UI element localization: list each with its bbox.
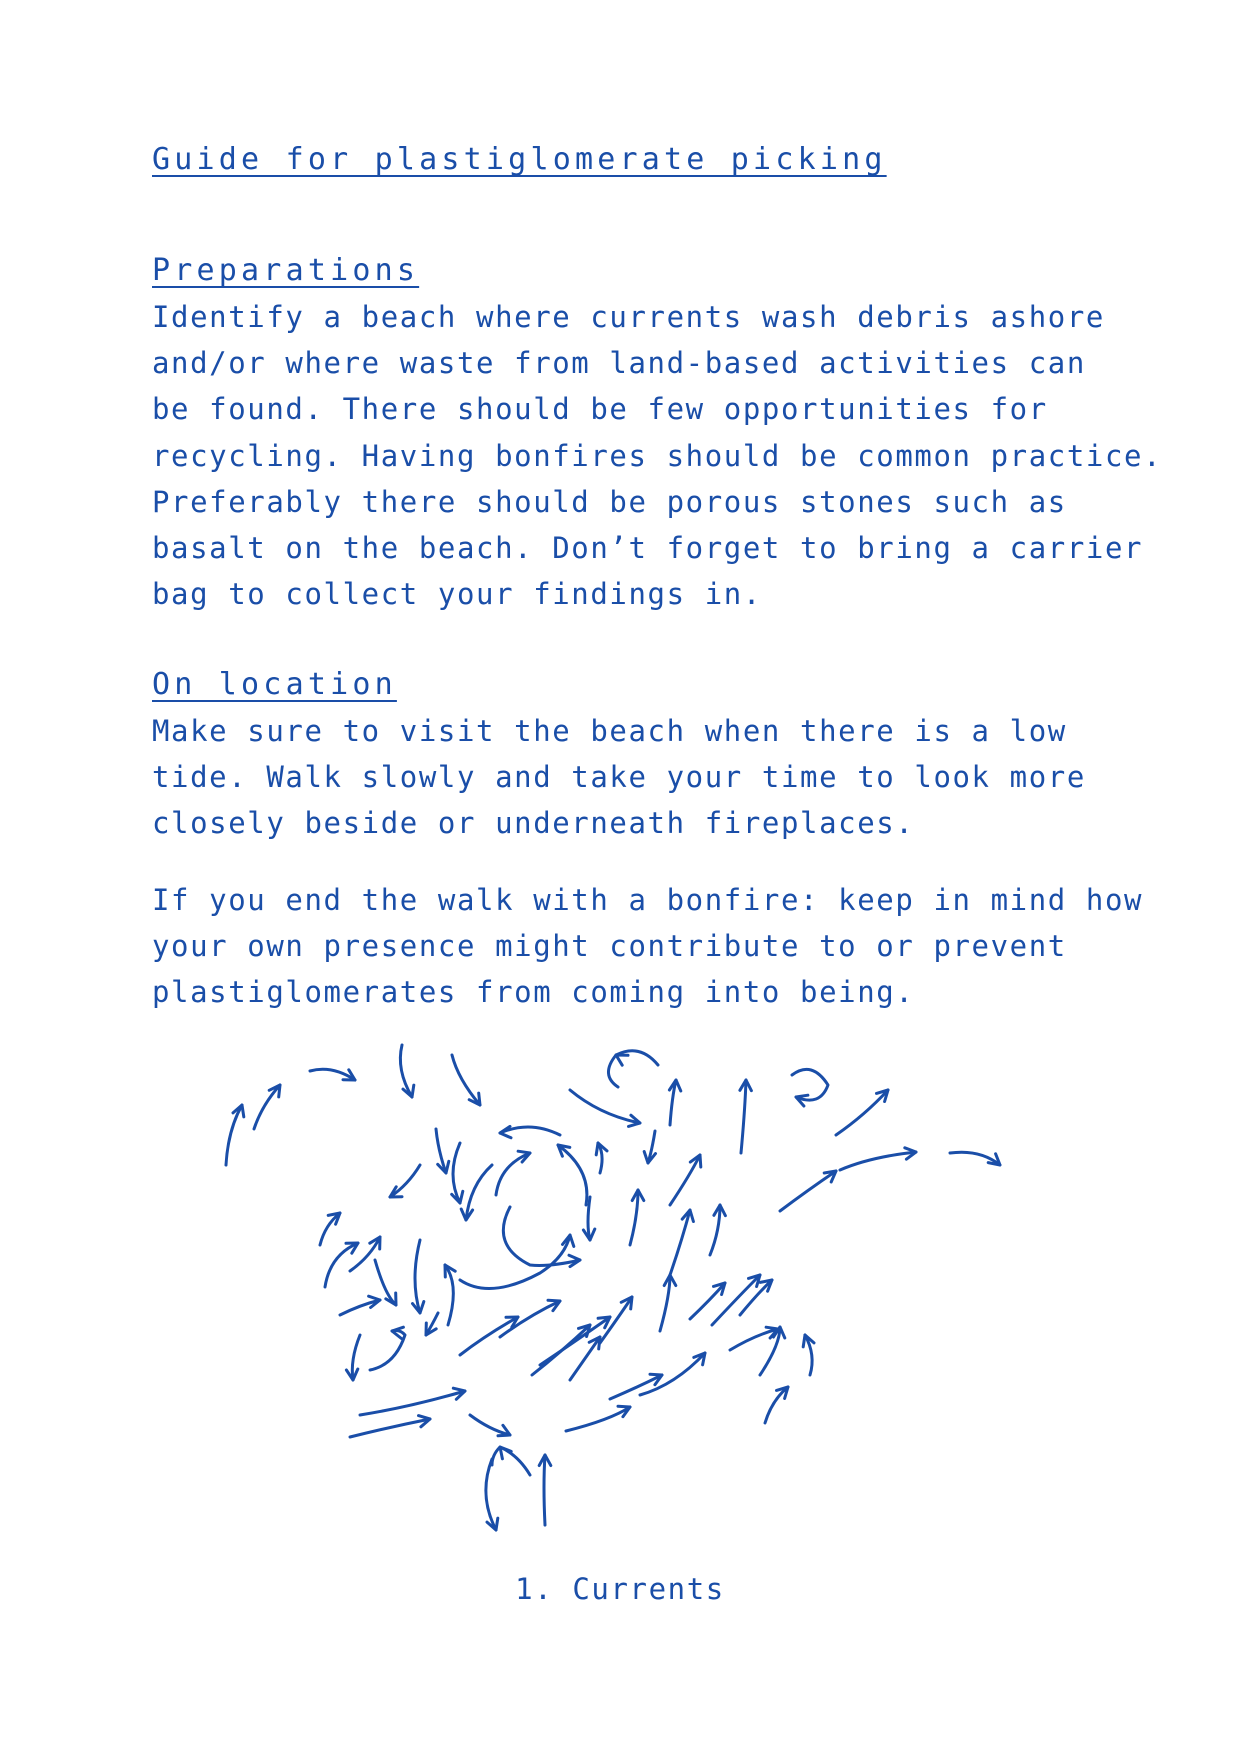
current-arrow bbox=[310, 1069, 355, 1080]
current-arrow bbox=[400, 1045, 413, 1097]
current-arrow bbox=[660, 1275, 676, 1331]
current-arrow bbox=[644, 1131, 655, 1163]
current-arrow bbox=[360, 1388, 465, 1415]
current-arrow bbox=[461, 1165, 492, 1220]
current-arrow bbox=[780, 1171, 836, 1211]
current-arrow bbox=[452, 1055, 480, 1105]
current-arrow bbox=[390, 1165, 420, 1197]
paragraph-line: your own presence might contribute to or prevent bbox=[152, 929, 1067, 964]
paragraph-line: and/or where waste from land-based activities can bbox=[152, 346, 1086, 381]
paragraph-line: plastiglomerates from coming into being. bbox=[152, 975, 915, 1010]
paragraph-line: bag to collect your findings in. bbox=[152, 577, 762, 612]
paragraph-line: recycling. Having bonfires should be common practice. bbox=[152, 438, 1163, 473]
section-heading-on-location: On location bbox=[152, 667, 397, 702]
current-arrow bbox=[570, 1337, 600, 1380]
current-arrow bbox=[460, 1235, 574, 1289]
paragraph-line: basalt on the beach. Don’t forget to bring a carrier bbox=[152, 531, 1144, 566]
paragraph-line: closely beside or underneath fireplaces. bbox=[152, 806, 915, 841]
current-arrow bbox=[730, 1327, 778, 1350]
current-arrow bbox=[669, 1080, 680, 1125]
current-arrow bbox=[836, 1090, 888, 1135]
section-heading-preparations: Preparations bbox=[152, 253, 420, 288]
current-arrow bbox=[803, 1335, 814, 1375]
paragraph-line: If you end the walk with a bonfire: keep in mind how bbox=[152, 883, 1144, 917]
current-arrow bbox=[630, 1190, 644, 1245]
section-bonfire-note bbox=[152, 877, 1152, 1016]
current-arrow bbox=[340, 1296, 380, 1315]
section-preparations bbox=[152, 248, 1163, 617]
current-arrow bbox=[413, 1240, 424, 1313]
current-arrow bbox=[570, 1090, 640, 1126]
current-arrow bbox=[426, 1313, 438, 1335]
current-arrow bbox=[226, 1105, 244, 1165]
current-arrow bbox=[496, 1151, 530, 1195]
current-arrow bbox=[840, 1148, 916, 1170]
current-arrow bbox=[325, 1243, 358, 1287]
current-arrow bbox=[690, 1283, 725, 1319]
current-arrow bbox=[558, 1145, 587, 1205]
current-arrow bbox=[460, 1317, 518, 1355]
current-arrow bbox=[710, 1205, 725, 1255]
current-arrow bbox=[254, 1085, 280, 1129]
current-arrow bbox=[608, 1051, 658, 1087]
current-arrow bbox=[670, 1210, 693, 1275]
current-arrow bbox=[486, 1459, 498, 1530]
currents-arrows-icon bbox=[200, 1035, 1040, 1535]
paragraph-line: Identify a beach where currents wash debris ashore bbox=[152, 300, 1105, 334]
paragraph-line: tide. Walk slowly and take your time to look more bbox=[152, 760, 1086, 795]
current-arrow bbox=[370, 1327, 405, 1370]
current-arrow bbox=[740, 1080, 752, 1153]
current-arrow bbox=[350, 1416, 430, 1437]
document-title: Guide for plastiglomerate picking bbox=[152, 142, 887, 177]
current-arrow bbox=[566, 1406, 630, 1431]
paragraph-line: Preferably there should be porous stones such as bbox=[152, 484, 1067, 519]
current-arrow bbox=[346, 1335, 360, 1380]
currents-illustration bbox=[200, 1035, 1040, 1535]
paragraph-line: Make sure to visit the beach when there is a low bbox=[152, 714, 1067, 748]
current-arrow bbox=[765, 1387, 788, 1423]
current-arrow bbox=[452, 1143, 463, 1203]
current-arrow bbox=[492, 1447, 530, 1475]
current-arrow bbox=[792, 1069, 828, 1106]
current-arrow bbox=[950, 1152, 1000, 1165]
current-arrow bbox=[470, 1415, 510, 1436]
paragraph-line: be found. There should be few opportunities for bbox=[152, 392, 1048, 427]
current-arrow bbox=[596, 1143, 607, 1173]
current-arrow bbox=[445, 1265, 455, 1325]
current-arrow bbox=[539, 1455, 551, 1525]
figure-caption: 1. Currents bbox=[515, 1572, 725, 1606]
section-on-location bbox=[152, 662, 1152, 847]
current-arrow bbox=[610, 1374, 662, 1399]
current-arrow bbox=[670, 1155, 701, 1205]
current-arrow bbox=[500, 1126, 560, 1137]
current-arrow bbox=[436, 1129, 449, 1173]
current-arrow bbox=[320, 1213, 340, 1245]
